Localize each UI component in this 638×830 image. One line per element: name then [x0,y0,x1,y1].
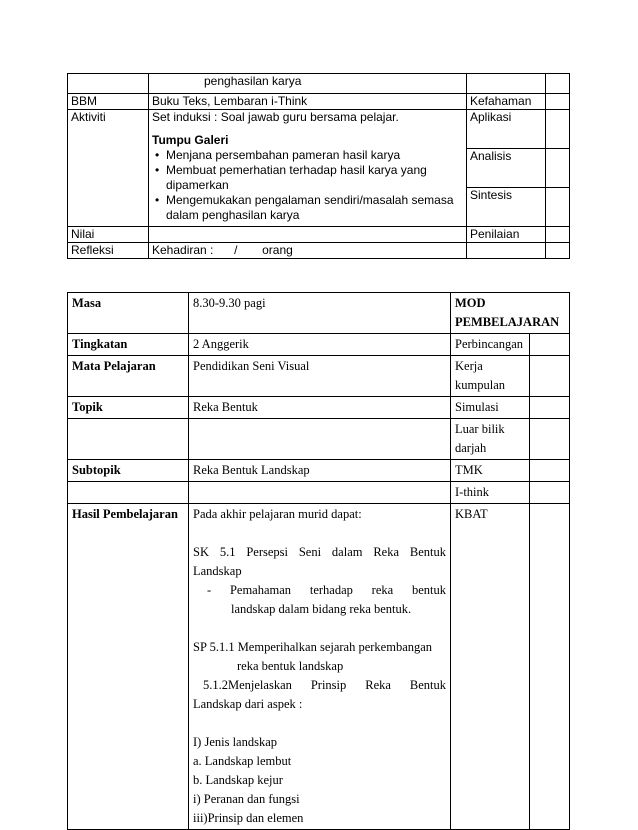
side-item: I-think [451,482,530,504]
list-item: I) Jenis landskap [193,735,278,749]
list-item: • Menjana persembahan pameran hasil karya [166,148,463,163]
row-label-subtopik: Subtopik [68,460,189,482]
subtopik-value: Reka Bentuk Landskap [189,460,451,482]
table-row [68,504,570,830]
row-label-refleksi: Refleksi [68,243,149,259]
sp-line: Landskap dari aspek : [193,697,303,711]
sp-line: SP 5.1.1 Memperihalkan sejarah perkembangan [193,640,433,654]
side-item: Aplikasi [467,110,546,149]
side-item: KBAT [451,504,530,830]
aktiviti-heading: Tumpu Galeri [152,133,229,147]
side-item: Sintesis [467,188,546,227]
aktiviti-value: Set induksi : Soal jawab guru bersama pelajar. [152,110,399,124]
sp-line: reka bentuk landskap [237,659,344,673]
lesson-table [67,292,570,830]
bbm-value: Buku Teks, Lembaran i-Think [149,94,467,110]
table-row [68,460,570,482]
row-label-bbm: BBM [68,94,149,110]
activity-table [67,73,570,259]
sk-line: SK 5.1 Persepsi Seni dalam Reka Bentuk [193,545,446,559]
list-item: i) Peranan dan fungsi [193,792,300,806]
list-item: a. Landskap lembut [193,754,292,768]
bullet-list [152,148,463,223]
tingkatan-value: 2 Anggerik [189,334,451,356]
table-row [68,356,570,397]
topik-value: Reka Bentuk [189,397,451,419]
side-item: Kefahaman [467,94,546,110]
masa-value: 8.30-9.30 pagi [189,293,451,334]
row-label-masa: Masa [68,293,189,334]
row-label-tingkatan: Tingkatan [68,334,189,356]
row-label-nilai: Nilai [68,227,149,243]
table-row [68,74,570,94]
side-item: Simulasi [451,397,530,419]
kehadiran-label: Kehadiran : [152,243,214,257]
hasil-line: Pada akhir pelajaran murid dapat: [193,507,362,521]
kehadiran-slash: / [234,243,238,257]
hasil-pembelajaran-content [189,504,451,830]
refleksi-value [149,243,467,259]
row-label-hasil-pembelajaran: Hasil Pembelajaran [68,504,189,830]
list-item: b. Landskap kejur [193,773,283,787]
table-row [68,293,570,334]
mod-pembelajaran-heading: MOD PEMBELAJARAN [451,293,570,334]
side-item: Kerja kumpulan [451,356,530,397]
sk-line: Landskap [193,564,242,578]
table-row [68,397,570,419]
aktiviti-content [149,110,467,227]
table-row [68,110,570,149]
row-label-aktiviti: Aktiviti [68,110,149,227]
dash-line: - Pemahaman terhadap reka bentuk [207,583,446,597]
kehadiran-orang: orang [262,243,293,257]
row-label-mata-pelajaran: Mata Pelajaran [68,356,189,397]
side-item: TMK [451,460,530,482]
sp-line: 5.1.2Menjelaskan Prinsip Reka Bentuk [203,678,446,692]
table-row [68,94,570,110]
cell-text: penghasilan karya [149,74,467,94]
table-row [68,419,570,460]
list-item: iii)Prinsip dan elemen [193,811,304,825]
row-label-topik: Topik [68,397,189,419]
table-row [68,334,570,356]
dash-line: landskap dalam bidang reka bentuk. [231,602,412,616]
table-row [68,482,570,504]
side-item: Analisis [467,149,546,188]
side-item: Perbincangan [451,334,530,356]
side-item: Penilaian [467,227,546,243]
mata-pelajaran-value: Pendidikan Seni Visual [189,356,451,397]
table-row [68,227,570,243]
side-item: Luar bilik darjah [451,419,530,460]
table-row [68,243,570,259]
list-item: • Mengemukakan pengalaman sendiri/masalah semasa dalam penghasilan karya [166,193,463,223]
list-item: • Membuat pemerhatian terhadap hasil karya yang dipamerkan [166,163,463,193]
